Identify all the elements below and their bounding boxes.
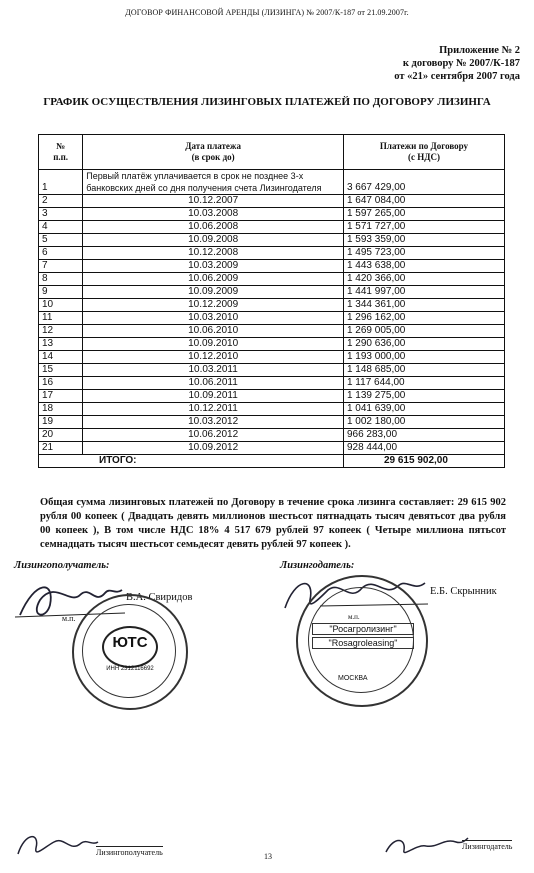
row-amount: 1 571 727,00 bbox=[343, 221, 504, 234]
row-date: 10.06.2009 bbox=[83, 273, 344, 286]
lessor-signer-name: Е.Б. Скрынник bbox=[430, 586, 497, 597]
row-amount: 1 290 636,00 bbox=[343, 338, 504, 351]
row-number: 17 bbox=[39, 390, 83, 403]
lessee-signer-name: В.А. Свиридов bbox=[126, 592, 193, 603]
running-header: ДОГОВОР ФИНАНСОВОЙ АРЕНДЫ (ЛИЗИНГА) № 2007/К-187 от 21.09.2007г. bbox=[125, 8, 409, 17]
table-row bbox=[39, 273, 505, 286]
column-header-date: Дата платежа (в срок до) bbox=[83, 135, 344, 170]
table-row bbox=[39, 364, 505, 377]
table-row bbox=[39, 403, 505, 416]
table-row bbox=[39, 170, 505, 195]
row-number: 3 bbox=[39, 208, 83, 221]
table-row bbox=[39, 377, 505, 390]
row-amount: 1 148 685,00 bbox=[343, 364, 504, 377]
row-date: 10.06.2011 bbox=[83, 377, 344, 390]
lessee-label: Лизингополучатель: bbox=[14, 560, 110, 571]
row-date: 10.09.2010 bbox=[83, 338, 344, 351]
appendix-line-1: Приложение № 2 bbox=[439, 45, 520, 56]
row-number: 8 bbox=[39, 273, 83, 286]
row-number: 16 bbox=[39, 377, 83, 390]
row-amount: 1 344 361,00 bbox=[343, 299, 504, 312]
row-number: 12 bbox=[39, 325, 83, 338]
row-number: 6 bbox=[39, 247, 83, 260]
table-header-row bbox=[39, 135, 505, 170]
column-header-amount: Платежи по Договору (с НДС) bbox=[343, 135, 504, 170]
table-row bbox=[39, 429, 505, 442]
row-amount: 1 269 005,00 bbox=[343, 325, 504, 338]
table-row bbox=[39, 390, 505, 403]
row-amount: 1 139 275,00 bbox=[343, 390, 504, 403]
table-row bbox=[39, 442, 505, 455]
row-date: 10.12.2010 bbox=[83, 351, 344, 364]
footer-lessee-initials bbox=[10, 826, 100, 862]
row-number: 5 bbox=[39, 234, 83, 247]
row-date: 10.06.2012 bbox=[83, 429, 344, 442]
document-title: ГРАФИК ОСУЩЕСТВЛЕНИЯ ЛИЗИНГОВЫХ ПЛАТЕЖЕЙ ПО ДОГОВОРУ ЛИЗИНГА bbox=[43, 96, 491, 108]
row-number: 19 bbox=[39, 416, 83, 429]
row-date: Первый платёж уплачивается в срок не позднее 3-х банковских дней со дня получения счета Лизингодателя bbox=[83, 170, 344, 195]
row-amount: 1 041 639,00 bbox=[343, 403, 504, 416]
row-number: 7 bbox=[39, 260, 83, 273]
total-label: ИТОГО: bbox=[39, 455, 344, 468]
table-total-row bbox=[39, 455, 505, 468]
row-date: 10.03.2008 bbox=[83, 208, 344, 221]
row-date: 10.12.2008 bbox=[83, 247, 344, 260]
table-row bbox=[39, 208, 505, 221]
column-header-number: № п.п. bbox=[39, 135, 83, 170]
row-number: 18 bbox=[39, 403, 83, 416]
table-row bbox=[39, 325, 505, 338]
row-amount: 3 667 429,00 bbox=[343, 170, 504, 195]
page-number: 13 bbox=[264, 852, 272, 861]
row-date: 10.03.2010 bbox=[83, 312, 344, 325]
row-number: 4 bbox=[39, 221, 83, 234]
row-number: 20 bbox=[39, 429, 83, 442]
payment-schedule-table bbox=[38, 134, 505, 468]
row-number: 2 bbox=[39, 195, 83, 208]
lessor-mp: м.п. bbox=[348, 613, 360, 621]
row-amount: 1 117 644,00 bbox=[343, 377, 504, 390]
table-row bbox=[39, 234, 505, 247]
lessee-stamp-inn: ИНН 2312116692 bbox=[106, 666, 154, 672]
summary-paragraph: Общая сумма лизинговых платежей по Договору в течение срока лизинга составляет: 29 615 902 рубля 00 копеек ( Двадцать девять миллионов шестьсот пятнадцать тысяч девятьсот два рубля 00 копеек ), В том числе НДС 18% 4 517 679 рублей 97 копеек ( Четыре миллиона пятьсот семнадцать тысяч шестьсот семьдесят девять рублей 97 копеек ). bbox=[40, 497, 506, 550]
row-amount: 1 296 162,00 bbox=[343, 312, 504, 325]
row-amount: 1 443 638,00 bbox=[343, 260, 504, 273]
table-row bbox=[39, 351, 505, 364]
row-amount: 1 495 723,00 bbox=[343, 247, 504, 260]
row-number: 14 bbox=[39, 351, 83, 364]
table-row bbox=[39, 247, 505, 260]
table-row bbox=[39, 416, 505, 429]
row-number: 15 bbox=[39, 364, 83, 377]
table-row bbox=[39, 260, 505, 273]
footer-lessor-label: Лизингодатель bbox=[462, 842, 513, 851]
lessor-stamp-ru: "Росагролизинг" bbox=[312, 623, 414, 635]
row-date: 10.09.2012 bbox=[83, 442, 344, 455]
row-date: 10.06.2010 bbox=[83, 325, 344, 338]
row-date: 10.06.2008 bbox=[83, 221, 344, 234]
row-amount: 1 193 000,00 bbox=[343, 351, 504, 364]
lessee-mp: м.п. bbox=[62, 614, 76, 623]
table-row bbox=[39, 221, 505, 234]
lessee-stamp-text: ЮТС bbox=[112, 634, 148, 651]
appendix-line-2: к договору № 2007/К-187 bbox=[402, 58, 520, 69]
row-number: 9 bbox=[39, 286, 83, 299]
row-date: 10.09.2008 bbox=[83, 234, 344, 247]
lessee-stamp bbox=[72, 594, 188, 710]
row-date: 10.03.2011 bbox=[83, 364, 344, 377]
row-number: 11 bbox=[39, 312, 83, 325]
row-amount: 1 441 997,00 bbox=[343, 286, 504, 299]
row-date: 10.09.2009 bbox=[83, 286, 344, 299]
row-date: 10.03.2009 bbox=[83, 260, 344, 273]
lessor-stamp bbox=[296, 575, 428, 707]
table-row bbox=[39, 195, 505, 208]
appendix-line-3: от «21» сентября 2007 года bbox=[394, 71, 520, 82]
row-date: 10.12.2009 bbox=[83, 299, 344, 312]
row-date: 10.12.2007 bbox=[83, 195, 344, 208]
row-date: 10.09.2011 bbox=[83, 390, 344, 403]
table-row bbox=[39, 299, 505, 312]
total-amount: 29 615 902,00 bbox=[343, 455, 504, 468]
row-number: 1 bbox=[39, 170, 83, 195]
lessor-stamp-city: МОСКВА bbox=[338, 675, 368, 682]
row-amount: 1 597 265,00 bbox=[343, 208, 504, 221]
lessor-stamp-en: "Rosagroleasing" bbox=[312, 637, 414, 649]
row-date: 10.03.2012 bbox=[83, 416, 344, 429]
row-amount: 928 444,00 bbox=[343, 442, 504, 455]
footer-lessor-initials bbox=[380, 826, 470, 862]
row-amount: 1 002 180,00 bbox=[343, 416, 504, 429]
row-amount: 966 283,00 bbox=[343, 429, 504, 442]
lessor-label: Лизингодатель: bbox=[280, 560, 355, 571]
row-amount: 1 593 359,00 bbox=[343, 234, 504, 247]
row-amount: 1 647 084,00 bbox=[343, 195, 504, 208]
row-number: 21 bbox=[39, 442, 83, 455]
table-row bbox=[39, 312, 505, 325]
row-number: 10 bbox=[39, 299, 83, 312]
row-amount: 1 420 366,00 bbox=[343, 273, 504, 286]
row-date: 10.12.2011 bbox=[83, 403, 344, 416]
footer-lessee-label: Лизингополучатель bbox=[96, 848, 163, 857]
row-number: 13 bbox=[39, 338, 83, 351]
table-row bbox=[39, 338, 505, 351]
table-row bbox=[39, 286, 505, 299]
